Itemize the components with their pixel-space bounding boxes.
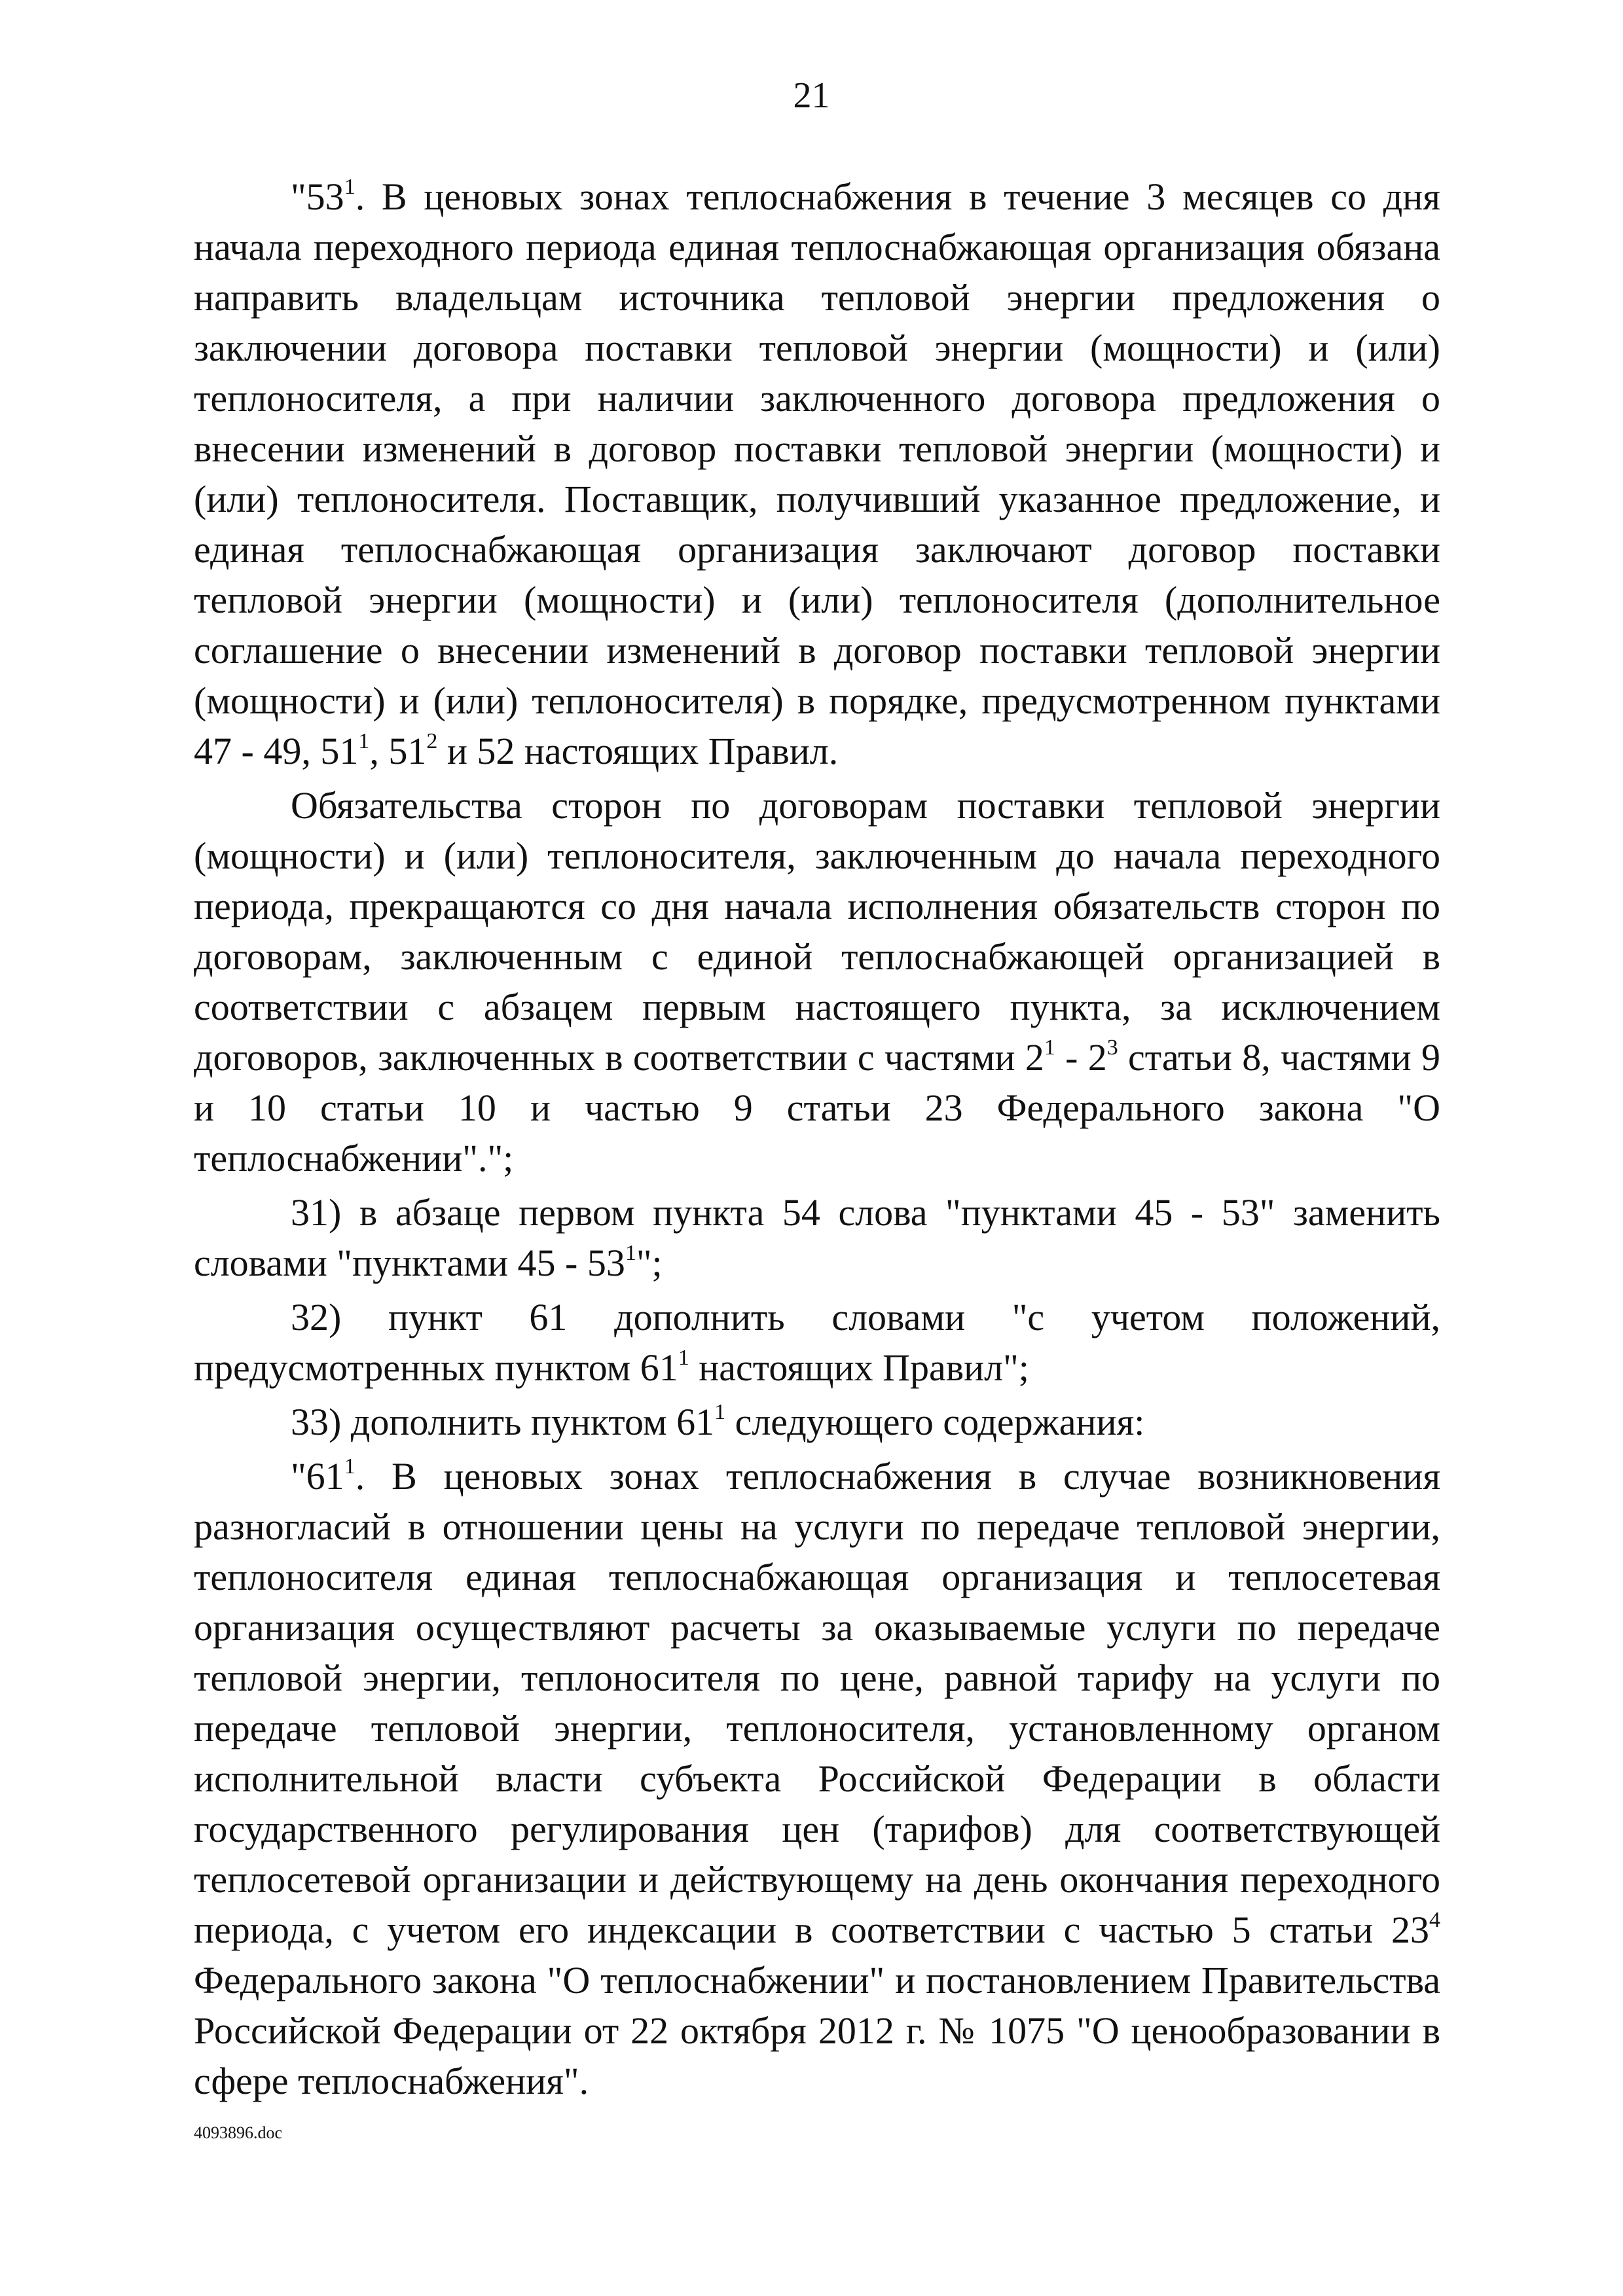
superscript-index: 1 [625, 1241, 636, 1265]
page-number: 21 [793, 75, 830, 116]
text-run: 32) пункт 61 дополнить словами "с учетом положений, предусмотренных пунктом 61 [194, 1296, 1440, 1389]
text-run: и 52 настоящих Правил. [437, 730, 839, 772]
text-run: Обязательства сторон по договорам поставки тепловой энергии (мощности) и (или) теплоносителя, заключенным до начала переходного периода, прекращаются со дня начала исполнения обязательств сторон по договорам, заключенным с единой теплоснабжающей организацией в соответствии с абзацем первым настоящего пункта, за исключением договоров, заключенных в соответствии с частями 2 [194, 784, 1440, 1079]
text-run: 31) в абзаце первом пункта 54 слова "пунктами 45 - 53" заменить словами "пунктами 45 - 53 [194, 1191, 1440, 1284]
superscript-index: 1 [678, 1346, 689, 1370]
text-run: "; [636, 1242, 663, 1284]
text-run: . В ценовых зонах теплоснабжения в течение 3 месяцев со дня начала переходного периода единая теплоснабжающая организация обязана направить владельцам источника тепловой энергии предложения о заключении договора поставки тепловой энергии (мощности) и (или) теплоносителя, а при наличии заключенного договора предложения о внесении изменений в договор поставки тепловой энергии (мощности) и (или) теплоносителя. Поставщик, получивший указанное предложение, и единая теплоснабжающая организация заключают договор поставки тепловой энергии (мощности) и (или) теплоносителя (дополнительное соглашение о внесении изменений в договор поставки тепловой энергии (мощности) и (или) теплоносителя) в порядке, предусмотренном пунктами 47 - 49, 51 [194, 175, 1440, 772]
text-run: , 51 [369, 730, 427, 772]
superscript-index: 1 [344, 175, 356, 199]
document-body [194, 171, 1440, 2106]
paragraph-item-32 [194, 1292, 1440, 1393]
document-file-reference: 4093896.doc [194, 2123, 283, 2142]
text-run: настоящих Правил"; [689, 1346, 1029, 1389]
text-run: - 2 [1055, 1036, 1107, 1079]
superscript-index: 1 [344, 1454, 356, 1479]
text-run: следующего содержания: [725, 1401, 1145, 1443]
superscript-index: 1 [1044, 1035, 1055, 1060]
text-run: статьи 8, частями 9 и 10 статьи 10 и частью 9 статьи 23 Федерального закона "О теплоснабжении"."; [194, 1036, 1440, 1179]
superscript-index: 1 [714, 1400, 726, 1424]
text-run: Федерального закона "О теплоснабжении" и постановлением Правительства Российской Федерации от 22 октября 2012 г. № 1075 "О ценообразовании в сфере теплоснабжения". [194, 1959, 1440, 2102]
paragraph-61-1 [194, 1451, 1440, 2106]
superscript-index: 1 [358, 729, 370, 753]
text-run: . В ценовых зонах теплоснабжения в случае возникновения разногласий в отношении цены на услуги по передаче тепловой энергии, теплоносителя единая теплоснабжающая организация и теплосетевая организация осуществляют расчеты за оказываемые услуги по передаче тепловой энергии, теплоносителя по цене, равной тарифу на услуги по передаче тепловой энергии, теплоносителя, установленному органом исполнительной власти субъекта Российской Федерации в области государственного регулирования цен (тарифов) для соответствующей теплосетевой организации и действующему на день окончания переходного периода, с учетом его индексации в соответствии с частью 5 статьи 23 [194, 1455, 1440, 1951]
superscript-index: 2 [426, 729, 438, 753]
text-run: "61 [291, 1455, 344, 1498]
superscript-index: 3 [1106, 1035, 1118, 1060]
paragraph-obligations [194, 780, 1440, 1183]
text-run: 33) дополнить пунктом 61 [291, 1401, 715, 1443]
paragraph-item-33 [194, 1397, 1440, 1447]
superscript-index: 4 [1429, 1908, 1440, 1932]
text-run: "53 [291, 175, 344, 218]
paragraph-item-31 [194, 1187, 1440, 1288]
paragraph-53-1 [194, 171, 1440, 776]
